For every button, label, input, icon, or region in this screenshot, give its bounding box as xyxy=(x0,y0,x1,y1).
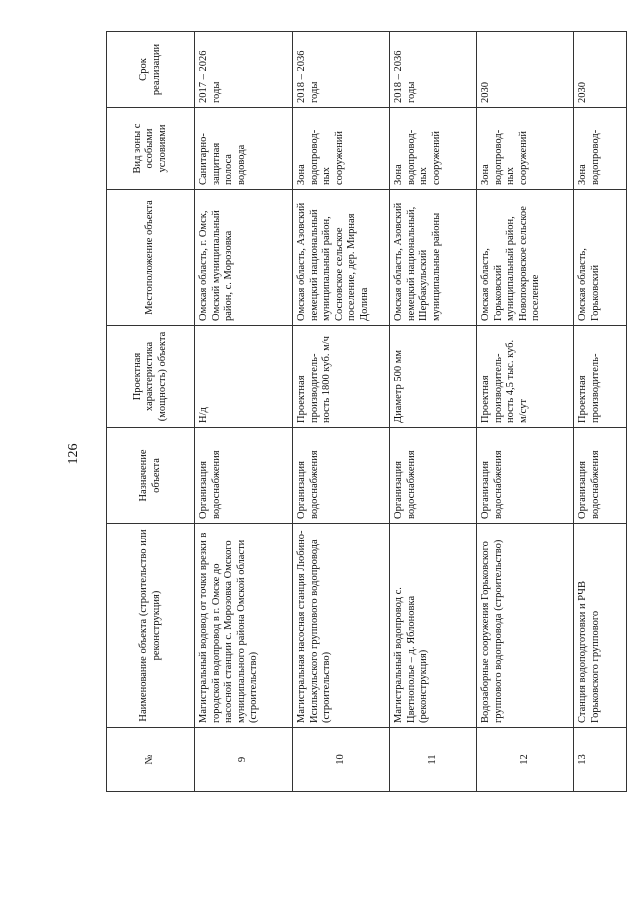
object-name: Магистральный водопровод с. Цветнополье – д. Яблоновка (реконструкция) xyxy=(390,524,477,728)
table-row xyxy=(574,32,627,792)
object-term: 2017 – 2026 годы xyxy=(195,32,293,108)
object-purpose: Организация водоснабжения xyxy=(195,428,293,524)
object-location: Омская область, Азовский немецкий национальный муниципальный район, Сосновское сельское поселение, дер. Мирная Долина xyxy=(293,190,390,326)
header-zone: Вид зоны с особыми условиями xyxy=(107,108,195,190)
header-num: № xyxy=(107,728,195,792)
object-purpose: Организация водоснабжения xyxy=(390,428,477,524)
row-number: 9 xyxy=(195,728,293,792)
object-zone: Зона водопровод-ных сооружений xyxy=(477,108,574,190)
object-characteristics: Н/д xyxy=(195,326,293,428)
header-location: Местоположение объекта xyxy=(107,190,195,326)
object-characteristics: Проектная производитель- xyxy=(574,326,627,428)
object-term: 2030 xyxy=(477,32,574,108)
row-number: 13 xyxy=(574,728,627,792)
object-characteristics: Проектная производитель-ность 4,5 тыс. куб. м/сут xyxy=(477,326,574,428)
table-row xyxy=(477,32,574,792)
object-characteristics: Проектная производитель-ность 1800 куб. м/ч xyxy=(293,326,390,428)
object-purpose: Организация водоснабжения xyxy=(574,428,627,524)
table-row xyxy=(195,32,293,792)
object-zone: Санитарно-защитная полоса водовода xyxy=(195,108,293,190)
object-location: Омская область, Азовский немецкий национальный, Шербакульский муниципальные районы xyxy=(390,190,477,326)
objects-table xyxy=(106,31,627,792)
object-characteristics: Диаметр 500 мм xyxy=(390,326,477,428)
row-number: 11 xyxy=(390,728,477,792)
object-location: Омская область, Горьковский xyxy=(574,190,627,326)
object-location: Омская область, г. Омск, Омский муниципальный район, с. Морозовка xyxy=(195,190,293,326)
table-row xyxy=(390,32,477,792)
row-number: 10 xyxy=(293,728,390,792)
object-name: Магистральный водовод от точки врезки в городской водопровод в г. Омске до насосной станции с. Морозовка Омского муниципального района Омской области (строительство) xyxy=(195,524,293,728)
header-purpose: Назначение объекта xyxy=(107,428,195,524)
object-name: Магистральная насосная станция Любино-Исилькульского группового водопровода (строительство) xyxy=(293,524,390,728)
row-number: 12 xyxy=(477,728,574,792)
page-number: 126 xyxy=(66,443,81,465)
header-name: Наименование объекта (строительство или реконструкция) xyxy=(107,524,195,728)
header-characteristics: Проектная характеристика (мощность) объекта xyxy=(107,326,195,428)
object-purpose: Организация водоснабжения xyxy=(477,428,574,524)
table-row xyxy=(293,32,390,792)
object-term: 2018 – 2036 годы xyxy=(293,32,390,108)
rotated-table-container xyxy=(106,32,626,792)
object-purpose: Организация водоснабжения xyxy=(293,428,390,524)
object-zone: Зона водопровод-ных сооружений xyxy=(293,108,390,190)
object-zone: Зона водопровод- xyxy=(574,108,627,190)
object-name: Водозаборные сооружения Горьковского группового водопровода (строительство) xyxy=(477,524,574,728)
object-term: 2030 xyxy=(574,32,627,108)
object-location: Омская область, Горьковский муниципальный район, Новопокровское сельское поселение xyxy=(477,190,574,326)
object-name: Станция водоподготовки и РЧВ Горьковского группового xyxy=(574,524,627,728)
table-header-row xyxy=(107,32,195,792)
object-term: 2018 – 2036 годы xyxy=(390,32,477,108)
header-term: Срок реализации xyxy=(107,32,195,108)
object-zone: Зона водопровод-ных сооружений xyxy=(390,108,477,190)
